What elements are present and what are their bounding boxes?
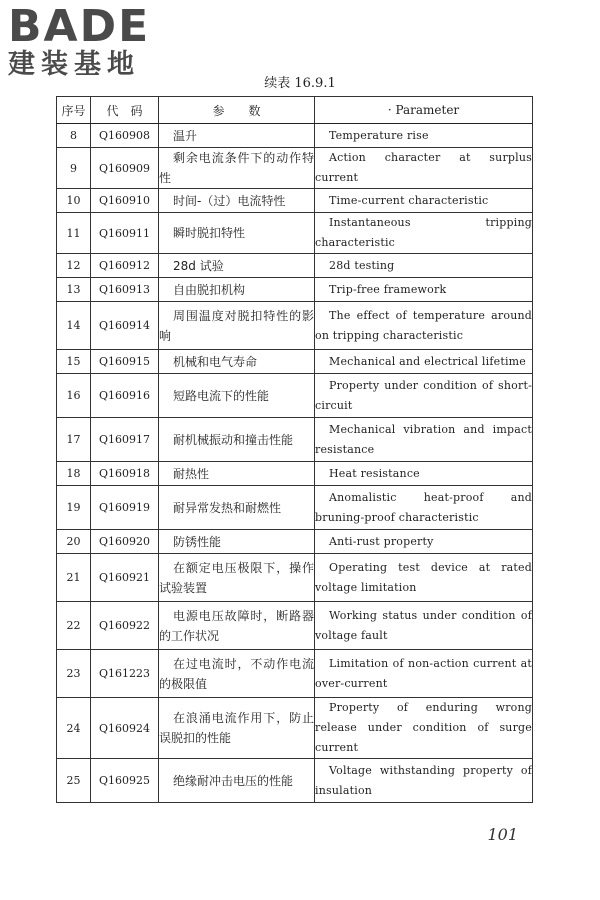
table-row: [57, 554, 533, 602]
row-param-en: Limitation of non-action current at over-current: [315, 650, 533, 698]
row-param-en: The effect of temperature around on tripping characteristic: [315, 302, 533, 350]
header-param-en: · Parameter: [315, 97, 533, 124]
page-number: 101: [487, 825, 518, 844]
table-row: [57, 213, 533, 254]
logo-wordmark: BADE: [8, 1, 151, 52]
row-param-cn: 自由脱扣机构: [159, 278, 315, 302]
table-row: [57, 124, 533, 148]
table-row: [57, 254, 533, 278]
row-number: 25: [57, 759, 91, 803]
table-row: [57, 602, 533, 650]
row-param-cn: 在额定电压极限下，操作试验装置: [159, 554, 315, 602]
table-row: [57, 302, 533, 350]
row-number: 13: [57, 278, 91, 302]
row-param-cn: 电源电压故障时，断路器的工作状况: [159, 602, 315, 650]
row-number: 10: [57, 189, 91, 213]
row-code: Q160915: [91, 350, 159, 374]
row-number: 11: [57, 213, 91, 254]
row-param-cn: 耐热性: [159, 462, 315, 486]
table-row: [57, 530, 533, 554]
logo-subtitle: 建装基地: [8, 49, 140, 80]
row-number: 9: [57, 148, 91, 189]
row-code: Q160919: [91, 486, 159, 530]
row-param-cn: 时间-（过）电流特性: [159, 189, 315, 213]
row-code: Q160924: [91, 698, 159, 759]
row-param-en: Working status under condition of voltage fault: [315, 602, 533, 650]
header-no: 序号: [57, 97, 91, 124]
row-param-cn: 耐异常发热和耐燃性: [159, 486, 315, 530]
row-code: Q160910: [91, 189, 159, 213]
row-param-cn: 耐机械振动和撞击性能: [159, 418, 315, 462]
row-code: Q160916: [91, 374, 159, 418]
row-param-cn: 剩余电流条件下的动作特性: [159, 148, 315, 189]
table-row: [57, 650, 533, 698]
row-code: Q160908: [91, 124, 159, 148]
row-param-cn: 28d 试验: [159, 254, 315, 278]
table-caption: 续表 16.9.1: [264, 76, 336, 91]
row-param-cn: 防锈性能: [159, 530, 315, 554]
row-code: Q160921: [91, 554, 159, 602]
table-row: [57, 374, 533, 418]
row-param-en: Heat resistance: [315, 462, 533, 486]
row-param-cn: 周围温度对脱扣特性的影响: [159, 302, 315, 350]
row-param-en: 28d testing: [315, 254, 533, 278]
row-number: 18: [57, 462, 91, 486]
row-param-en: Mechanical vibration and impact resistance: [315, 418, 533, 462]
row-number: 22: [57, 602, 91, 650]
row-code: Q160918: [91, 462, 159, 486]
table-header-row: [57, 97, 533, 124]
row-param-en: Instantaneous tripping characteristic: [315, 213, 533, 254]
logo: [8, 1, 178, 80]
row-number: 8: [57, 124, 91, 148]
row-code: Q160913: [91, 278, 159, 302]
row-number: 21: [57, 554, 91, 602]
table-row: [57, 486, 533, 530]
table-row: [57, 148, 533, 189]
row-param-en: Time-current characteristic: [315, 189, 533, 213]
row-code: Q161223: [91, 650, 159, 698]
row-number: 23: [57, 650, 91, 698]
row-param-cn: 在过电流时，不动作电流的极限值: [159, 650, 315, 698]
row-code: Q160911: [91, 213, 159, 254]
row-number: 19: [57, 486, 91, 530]
header-code: 代 码: [91, 97, 159, 124]
row-param-en: Action character at surplus current: [315, 148, 533, 189]
table-row: [57, 759, 533, 803]
row-number: 15: [57, 350, 91, 374]
row-number: 12: [57, 254, 91, 278]
table-row: [57, 462, 533, 486]
table-row: [57, 698, 533, 759]
row-param-cn: 绝缘耐冲击电压的性能: [159, 759, 315, 803]
row-param-en: Property of enduring wrong release under condition of surge current: [315, 698, 533, 759]
row-param-en: Property under condition of short-circuit: [315, 374, 533, 418]
row-code: Q160917: [91, 418, 159, 462]
row-code: Q160922: [91, 602, 159, 650]
row-param-en: Anomalistic heat-proof and bruning-proof characteristic: [315, 486, 533, 530]
row-param-cn: 瞬时脱扣特性: [159, 213, 315, 254]
row-number: 16: [57, 374, 91, 418]
row-param-en: Temperature rise: [315, 124, 533, 148]
row-param-en: Trip-free framework: [315, 278, 533, 302]
table-body: [57, 124, 533, 803]
row-number: 17: [57, 418, 91, 462]
row-param-en: Operating test device at rated voltage limitation: [315, 554, 533, 602]
header-param-cn: 参 数: [159, 97, 315, 124]
table-row: [57, 189, 533, 213]
row-param-en: Mechanical and electrical lifetime: [315, 350, 533, 374]
table-row: [57, 278, 533, 302]
row-param-cn: 短路电流下的性能: [159, 374, 315, 418]
row-code: Q160920: [91, 530, 159, 554]
row-code: Q160909: [91, 148, 159, 189]
parameter-table: [56, 96, 533, 803]
row-param-en: Anti-rust property: [315, 530, 533, 554]
row-param-cn: 温升: [159, 124, 315, 148]
row-code: Q160925: [91, 759, 159, 803]
row-code: Q160914: [91, 302, 159, 350]
row-param-cn: 机械和电气寿命: [159, 350, 315, 374]
row-param-cn: 在浪涌电流作用下，防止误脱扣的性能: [159, 698, 315, 759]
row-param-en: Voltage withstanding property of insulation: [315, 759, 533, 803]
row-code: Q160912: [91, 254, 159, 278]
row-number: 24: [57, 698, 91, 759]
row-number: 14: [57, 302, 91, 350]
table-row: [57, 350, 533, 374]
table-row: [57, 418, 533, 462]
row-number: 20: [57, 530, 91, 554]
